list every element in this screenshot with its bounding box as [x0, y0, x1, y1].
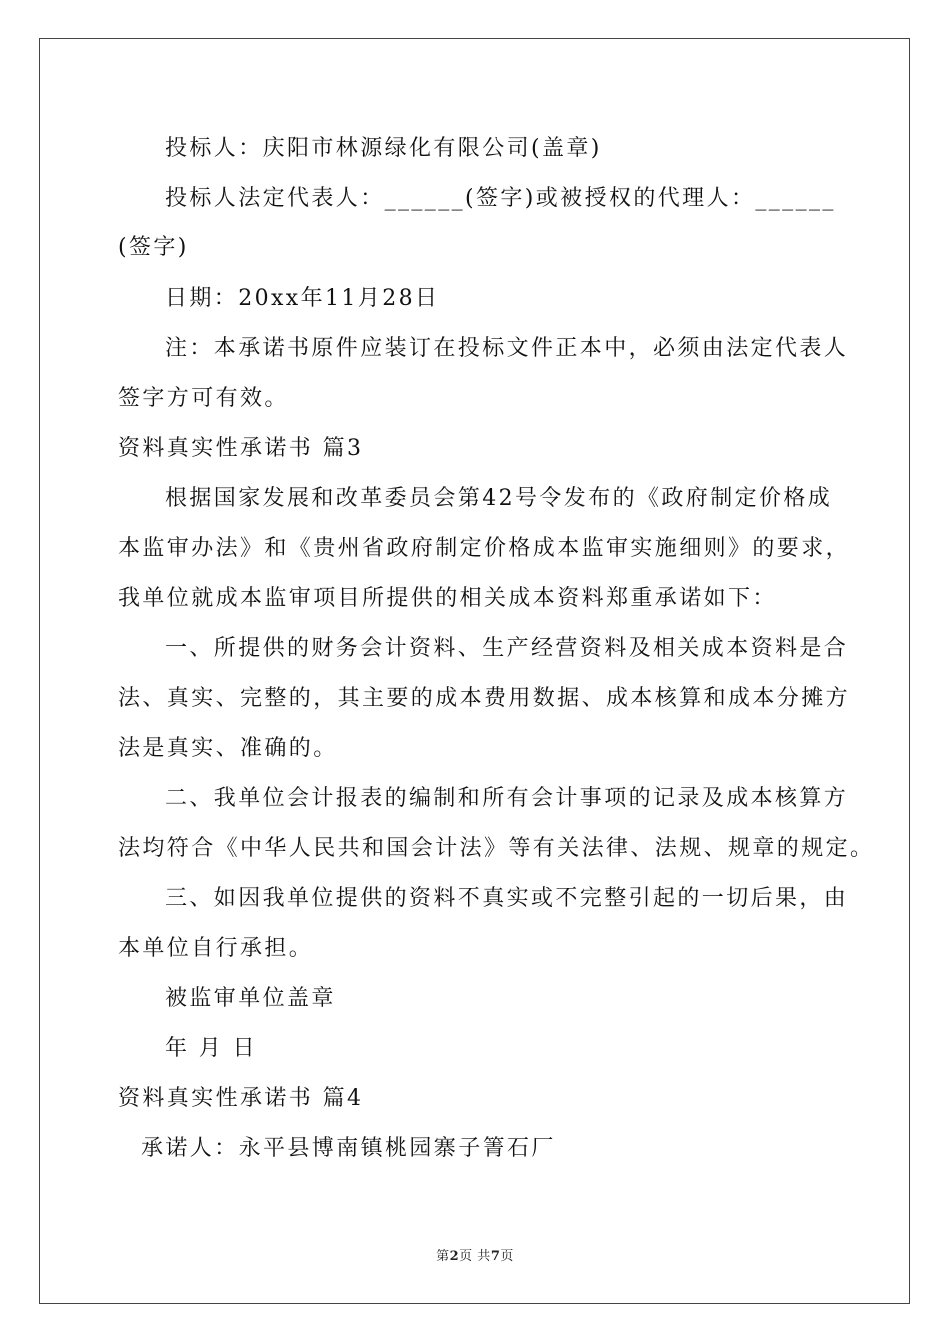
footer-mid: 页 共 [459, 1249, 491, 1264]
paragraph-line: 法是真实、准确的。 [118, 736, 338, 761]
section-heading-4: 资料真实性承诺书 篇4 [118, 1086, 364, 1111]
page-footer [0, 1245, 950, 1264]
paragraph-line: 一、所提供的财务会计资料、生产经营资料及相关成本资料是合 [165, 636, 849, 661]
paragraph-line: 根据国家发展和改革委员会第42号令发布的《政府制定价格成 [165, 486, 833, 511]
paragraph-line: 法均符合《中华人民共和国会计法》等有关法律、法规、规章的规定。 [118, 836, 875, 861]
current-page-number: 2 [449, 1249, 460, 1264]
footer-prefix: 第 [436, 1249, 450, 1264]
footer-suffix: 页 [500, 1249, 514, 1264]
legal-rep-line: 投标人法定代表人：______(签字)或被授权的代理人：______ [165, 186, 836, 211]
paragraph-line: 二、我单位会计报表的编制和所有会计事项的记录及成本核算方 [165, 786, 849, 811]
bidder-line: 投标人：庆阳市林源绿化有限公司(盖章) [165, 136, 602, 161]
date-placeholder: 年 月 日 [165, 1036, 257, 1061]
section-heading-3: 资料真实性承诺书 篇3 [118, 436, 364, 461]
total-page-number: 7 [490, 1249, 501, 1264]
page-border [39, 38, 910, 1304]
note-line-2: 签字方可有效。 [118, 386, 289, 411]
paragraph-line: 本监审办法》和《贵州省政府制定价格成本监审实施细则》的要求， [118, 536, 851, 561]
note-line-1: 注：本承诺书原件应装订在投标文件正本中，必须由法定代表人 [165, 336, 849, 361]
date-line: 日期：20xx年11月28日 [165, 286, 440, 311]
paragraph-line: 法、真实、完整的，其主要的成本费用数据、成本核算和成本分摊方 [118, 686, 851, 711]
paragraph-line: 三、如因我单位提供的资料不真实或不完整引起的一切后果，由 [165, 886, 849, 911]
paragraph-line: 我单位就成本监审项目所提供的相关成本资料郑重承诺如下： [118, 586, 777, 611]
paragraph-line: 本单位自行承担。 [118, 936, 314, 961]
signature-line: (签字) [118, 235, 189, 260]
promisor-line: 承诺人：永平县博南镇桃园寨子箐石厂 [141, 1136, 556, 1161]
audited-unit-seal: 被监审单位盖章 [165, 986, 336, 1011]
